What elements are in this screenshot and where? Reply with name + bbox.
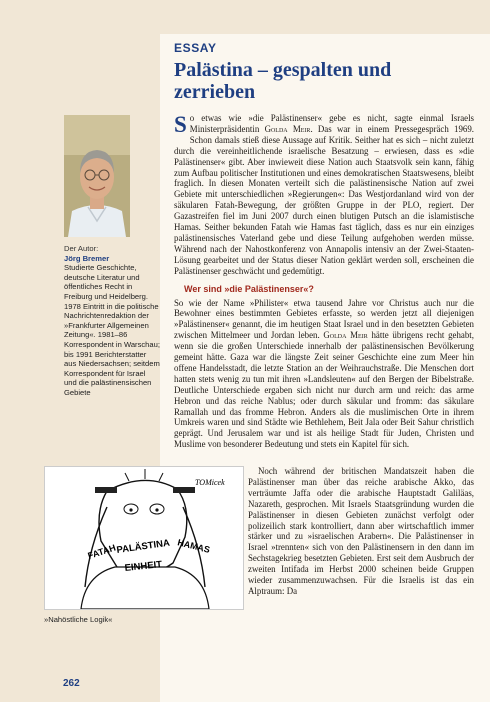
cartoon-signature: TOMicek [195, 478, 225, 487]
author-box [64, 244, 160, 398]
cartoon-label-fatah: FATAH [86, 542, 117, 561]
top-band [160, 0, 490, 34]
paragraph-1-text: o etwas wie »die Palästinenser« gebe es nicht, sagte einmal Israels Ministerpräsidentin Golda Meir. Das war in einem Pressegespräch 1969. Schon damals stieß diese Aussage auf Kritik. Seither hat es sich – nicht zuletzt durch die vereinheitlichende israelische Besatzung – erwiesen, dass es »die Palästinenser« gibt. Aber inwieweit diese Nation auch Staatsvolk sein kann, fähig zum Aufbau politischer Institutionen und eines demokratischen Staatswesens, bleibt fraglich. In diesen Monaten verteilt sich die palästinensische Nation auf zwei Gebiete mit unterschiedlichen »Regierungen«: Das Westjordanland wird von der säkularen Fatah-Bewegung, der größten Gruppe in der PLO, regiert. Der Gazastreifen fiel im Juni 2007 durch einen blutigen Putsch an die islamistische Hamas. Seither bekunden Fatah wie Hamas fast täglich, dass es nur ein einziges palästinensisches Vaterland gebe und diese Teilung aufgehoben werden müsse. Während nach der Nahostkonferenz von Annapolis intensiv an der Zwei-Staaten-Lösung gearbeitet und der Status dieser Nation geklärt werden soll, erscheinen die Palästinenser geschwächt und gedemütigt. [174, 113, 474, 276]
paragraph-2: So wie der Name »Philister« etwa tausend Jahre vor Christus auch nur die Bewohner eines bestimmten Gebietes erfasste, so werden jetzt all diejenigen »Palästinenser« genannt, die im heutigen Staat Israel und in den besetzten Gebieten zwischen Mittelmeer und Jordan leben. Golda Meir hätte übrigens recht gehabt, wenn sie die großen Unterschiede innerhalb der palästinensischen Bevölkerung gemeint hätte. Gaza war die längste Zeit seiner Geschichte eine zum Meer hin offene Handelsstadt, die letzte Station an der Weihrauchstraße. Die Menschen dort hatten stets wenig zu tun mit ihren »Landsleuten« auf den Bergen der Bibelstraße. Deutliche Unterschiede ergaben sich nicht nur durch arm und reich: das arme Hebron und das reiche Nablus; oder durch säkular und fromm: das säkulare Ramallah und das fromme Hebron. Anders als die muslimischen Orte in ihrem Umkreis waren und sind Städte wie Bethlehem, Beit Jala oder Beit Sahur christlich geprägt. Und Jerusalem war und ist als heilige Stadt für Juden, Christen und Muslime von besonderer Bedeutung und stets ein Kapitel für sich. [174, 297, 474, 450]
article-title: Palästina – gespalten und zerrieben [174, 59, 392, 103]
article-column-bottom [248, 466, 474, 597]
article-column-top [174, 113, 474, 450]
author-label: Der Autor: [64, 244, 99, 253]
author-bio: Studierte Geschichte, deutsche Literatur und öffentliches Recht in Freiburg und Heidelberg. 1978 Eintritt in die politische Nachrichtenredaktion der »Frankfurter Allgemeinen Zeitung«. 1981–86 Korrespondent in Warschau; bis 1991 Berichterstatter aus Niedersachsen; seitdem Korrespondent für Israel und die palästinensischen Gebiete [64, 263, 160, 397]
cartoon-label-hamas: HAMAS [176, 537, 211, 555]
cartoon-label-einheit: EINHEIT [124, 559, 163, 574]
subheading: Wer sind »die Palästinenser«? [184, 283, 314, 294]
cartoon-label-palaestina: PALÄSTINA [115, 537, 171, 556]
cartoon-illustration [44, 466, 244, 610]
cartoon-caption: »Nahöstliche Logik« [44, 615, 113, 624]
author-photo [64, 115, 130, 237]
page-number: 262 [63, 678, 80, 689]
paragraph-1 [174, 113, 474, 277]
author-name: Jörg Bremer [64, 253, 110, 263]
section-label: ESSAY [174, 41, 217, 55]
paragraph-3: Noch während der britischen Mandatszeit haben die Palästinenser man über das reiche arabische Akko, das verträumte Jaffa oder die arabische Hauptstadt Galiläas, Nazareth, gesprochen. Mit Israels Staatsgründung wurden die Palästinenser in diesen Gebieten zunächst verfolgt oder polizeilich stark kontrolliert, dann aber wirtschaftlich immer stärker und zu »israelischen Arabern«. Die Palästinenser in Israel »trennten« sich von den Palästinensern in den dann im Sechstagekrieg besetzten Gebieten. Erst seit dem Ausbruch der zweiten Intifada im Herbst 2000 scheinen beide Gruppen wieder zusammenzuwachsen. Für die Israelis ist das ein Alptraum: Da [248, 466, 474, 596]
drop-cap: S [174, 112, 187, 137]
